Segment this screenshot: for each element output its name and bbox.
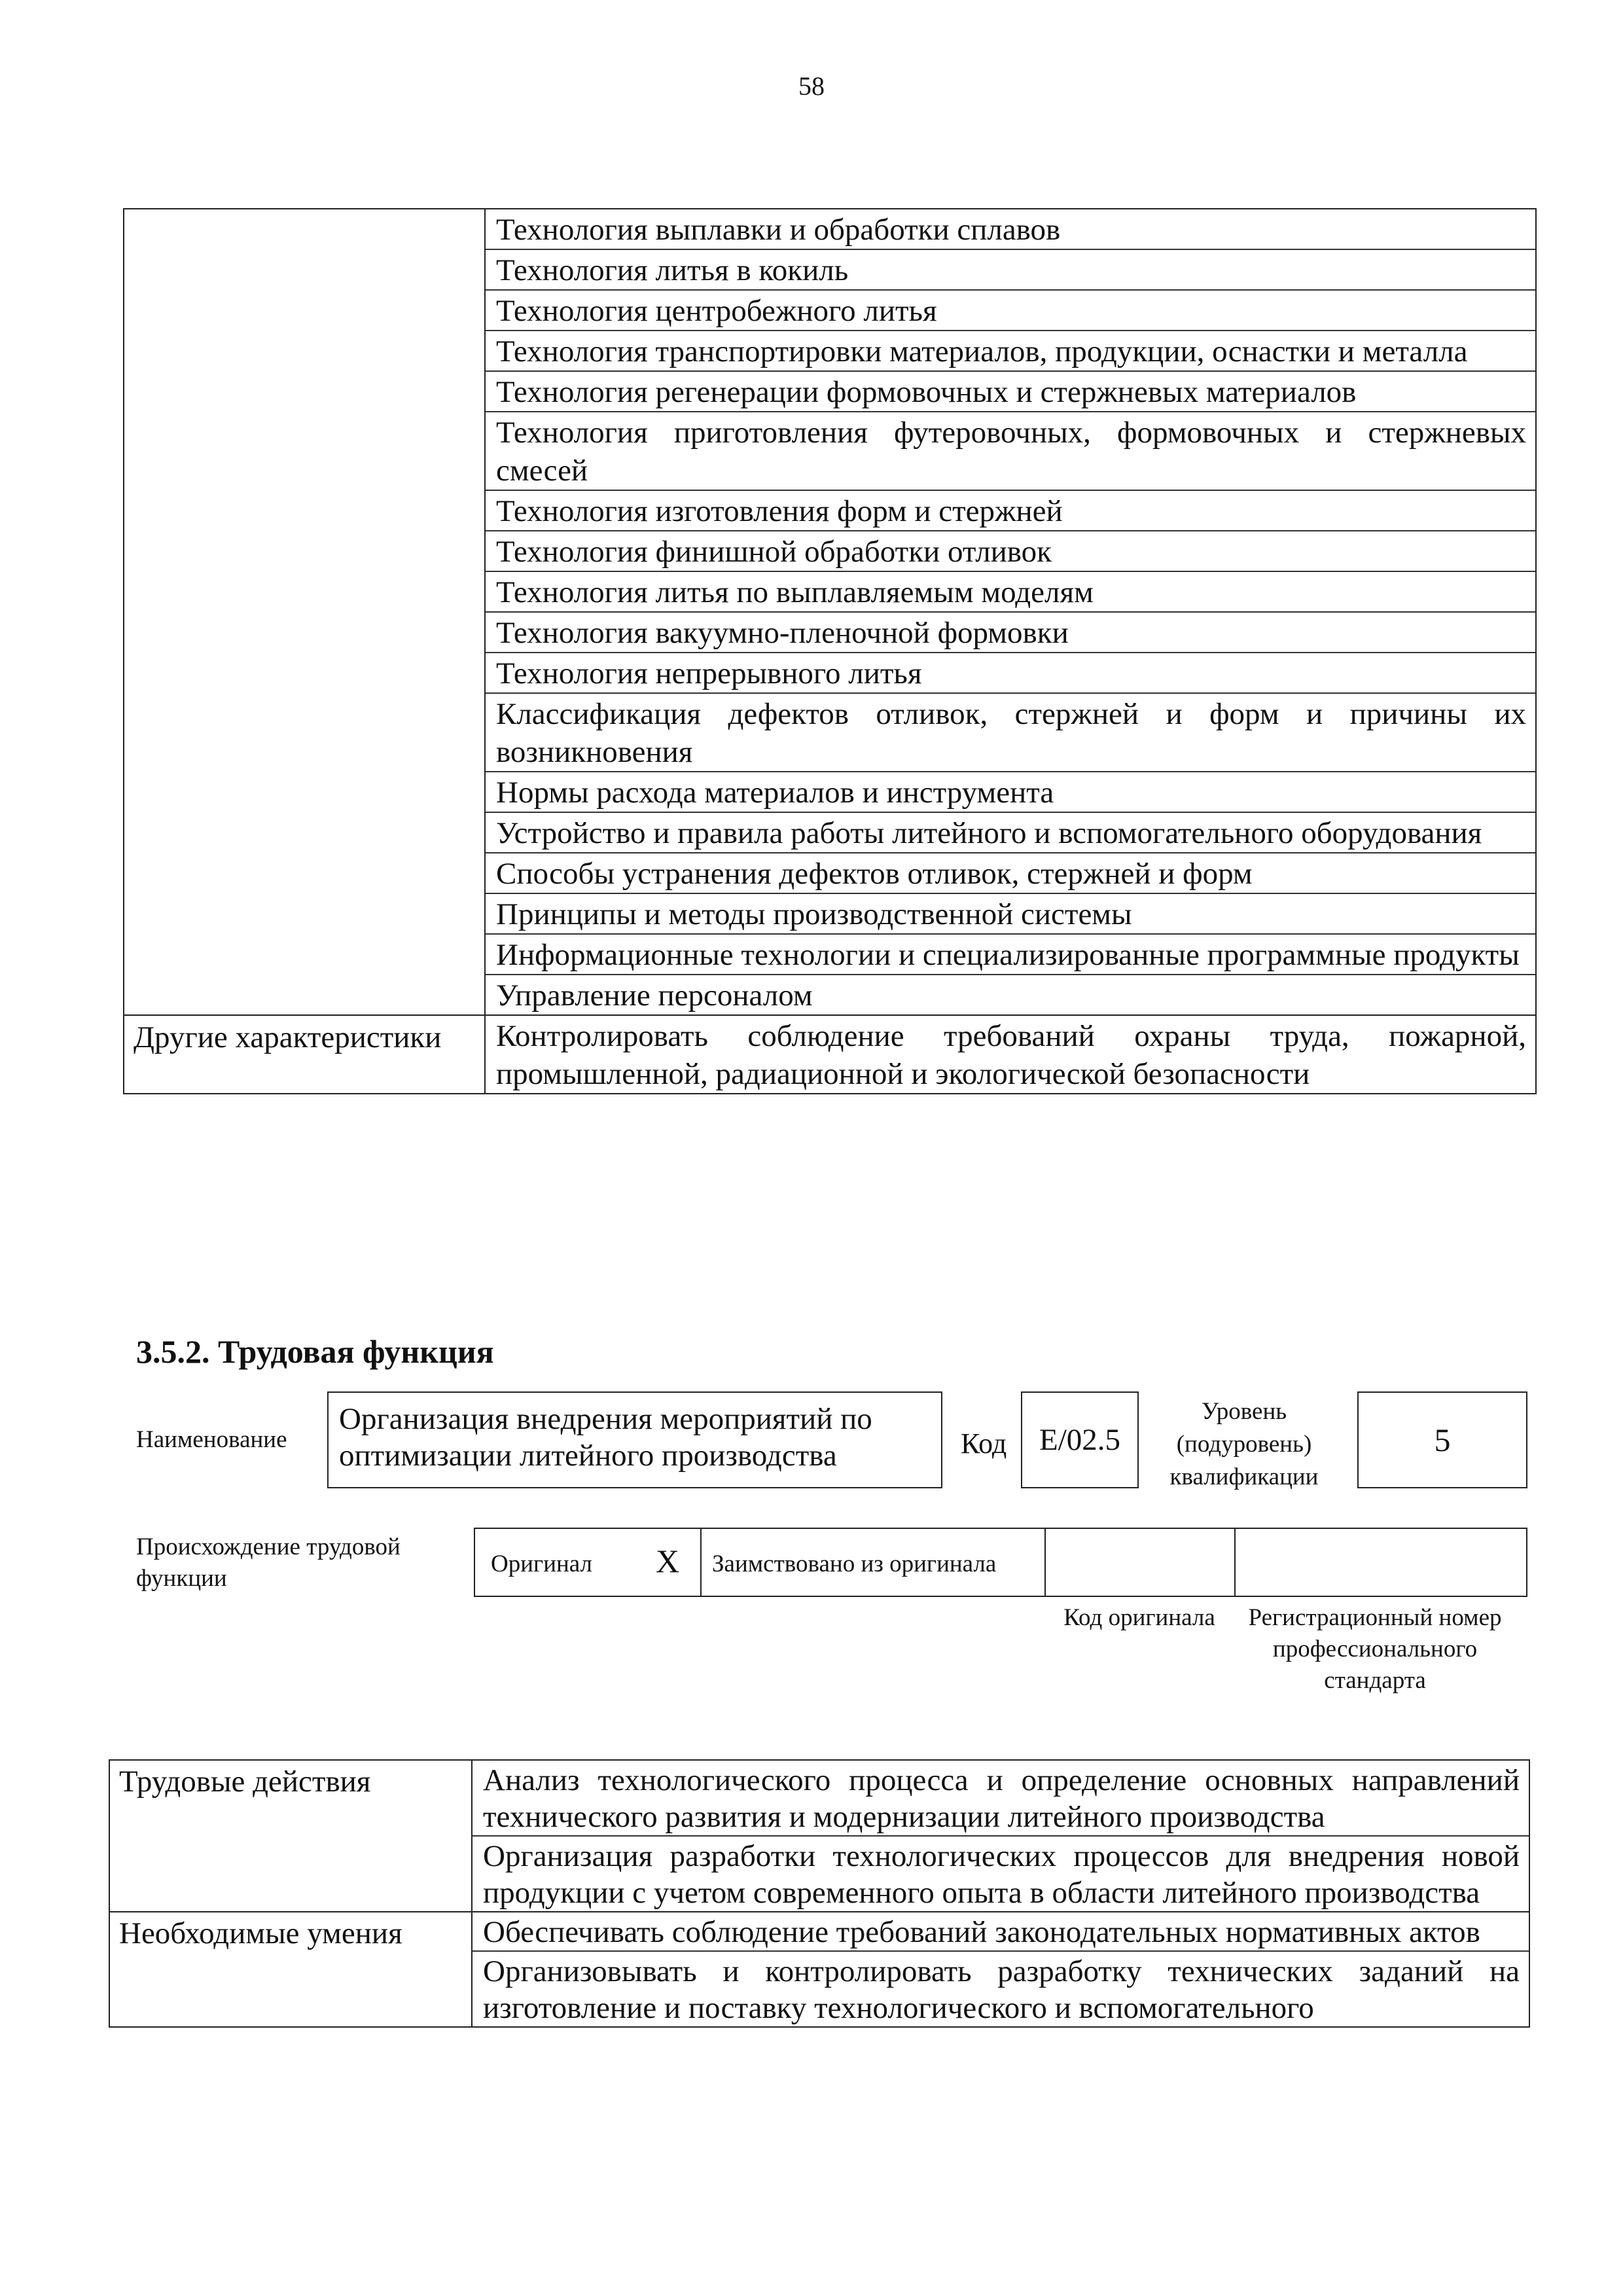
list-item: Принципы и методы производственной системы [486, 894, 1535, 935]
code-value-box [1021, 1391, 1139, 1488]
list-item: Технология литья в кокиль [486, 250, 1535, 291]
origin-label: Происхождение трудовой функции [136, 1534, 401, 1592]
name-value-box [327, 1391, 942, 1488]
knowledge-label-cell [124, 209, 485, 1015]
borrowed-label: Заимствовано из оригинала [712, 1551, 997, 1577]
skills-label: Необходимые умения [109, 1912, 472, 2027]
list-item: Технология центробежного литья [486, 291, 1535, 331]
list-item: Классификация дефектов отливок, стержней и форм и причины их возникновения [486, 694, 1535, 772]
level-label: Уровень (подуровень) квалификации [1169, 1398, 1319, 1490]
divider [1234, 1529, 1236, 1596]
labor-actions-table [109, 1759, 1530, 2028]
section-title: 3.5.2. Трудовая функция [136, 1333, 494, 1370]
actions-row [109, 1760, 1529, 1912]
actions-label: Трудовые действия [109, 1760, 472, 1912]
list-item: Технология изготовления форм и стержней [486, 491, 1535, 531]
original-label: Оригинал [491, 1551, 593, 1577]
reg-number-label: Регистрационный номер профессионального стандарта [1248, 1604, 1502, 1694]
origin-table [474, 1528, 1527, 1597]
skills-list-cell [472, 1912, 1529, 2027]
list-item: Анализ технологического процесса и определение основных направлений технического развития и модернизации литейного производства [473, 1761, 1529, 1837]
list-item: Организация разработки технологических процессов для внедрения новой продукции с учетом современного опыта в области литейного производства [483, 1839, 1520, 1910]
divider [700, 1529, 702, 1596]
list-item: Обеспечивать соблюдение требований законодательных нормативных актов [473, 1912, 1529, 1952]
code-label: Код [961, 1427, 1007, 1460]
other-characteristics-label: Другие характеристики [124, 1015, 485, 1094]
list-item: Технология регенерации формовочных и стержневых материалов [486, 372, 1535, 412]
list-item: Устройство и правила работы литейного и вспомогательного оборудования [486, 813, 1535, 853]
level-value-box [1357, 1391, 1527, 1488]
list-item: Технология приготовления футеровочных, формовочных и стержневых смесей [486, 412, 1535, 491]
list-item: Нормы расхода материалов и инструмента [486, 772, 1535, 813]
name-label: Наименование [136, 1426, 287, 1453]
actions-list-cell [472, 1760, 1529, 1912]
other-characteristics-value: Контролировать соблюдение требований охраны труда, пожарной, промышленной, радиационной и экологической безопасности [485, 1015, 1536, 1094]
list-item: Технология литья по выплавляемым моделям [486, 572, 1535, 613]
list-item: Технология транспортировки материалов, продукции, оснастки и металла [486, 331, 1535, 372]
list-item: Технология непрерывного литья [486, 653, 1535, 694]
list-item: Технология выплавки и обработки сплавов [486, 209, 1535, 250]
list-item: Информационные технологии и специализированные программные продукты [486, 935, 1535, 975]
list-item: Технология финишной обработки отливок [486, 531, 1535, 572]
list-item: Способы устранения дефектов отливок, стержней и форм [486, 853, 1535, 894]
divider [1044, 1529, 1046, 1596]
list-item: Организовывать и контролировать разработку технических заданий на изготовление и поставку технологического и вспомогательного [483, 1954, 1520, 2025]
list-item: Управление персоналом [496, 978, 813, 1013]
knowledge-table [123, 208, 1537, 1094]
skills-row [109, 1912, 1529, 2027]
function-name: Организация внедрения мероприятий по оптимизации литейного производства [339, 1402, 872, 1473]
page-number: 58 [798, 71, 825, 101]
level-value: 5 [1434, 1422, 1451, 1458]
other-characteristics-row [124, 1015, 1536, 1094]
code-value: E/02.5 [1039, 1423, 1121, 1457]
knowledge-list-cell [485, 209, 1536, 1015]
code-original-label: Код оригинала [1063, 1604, 1215, 1631]
knowledge-row [124, 209, 1536, 1015]
list-item: Технология вакуумно-пленочной формовки [486, 613, 1535, 653]
original-mark: X [656, 1543, 680, 1579]
